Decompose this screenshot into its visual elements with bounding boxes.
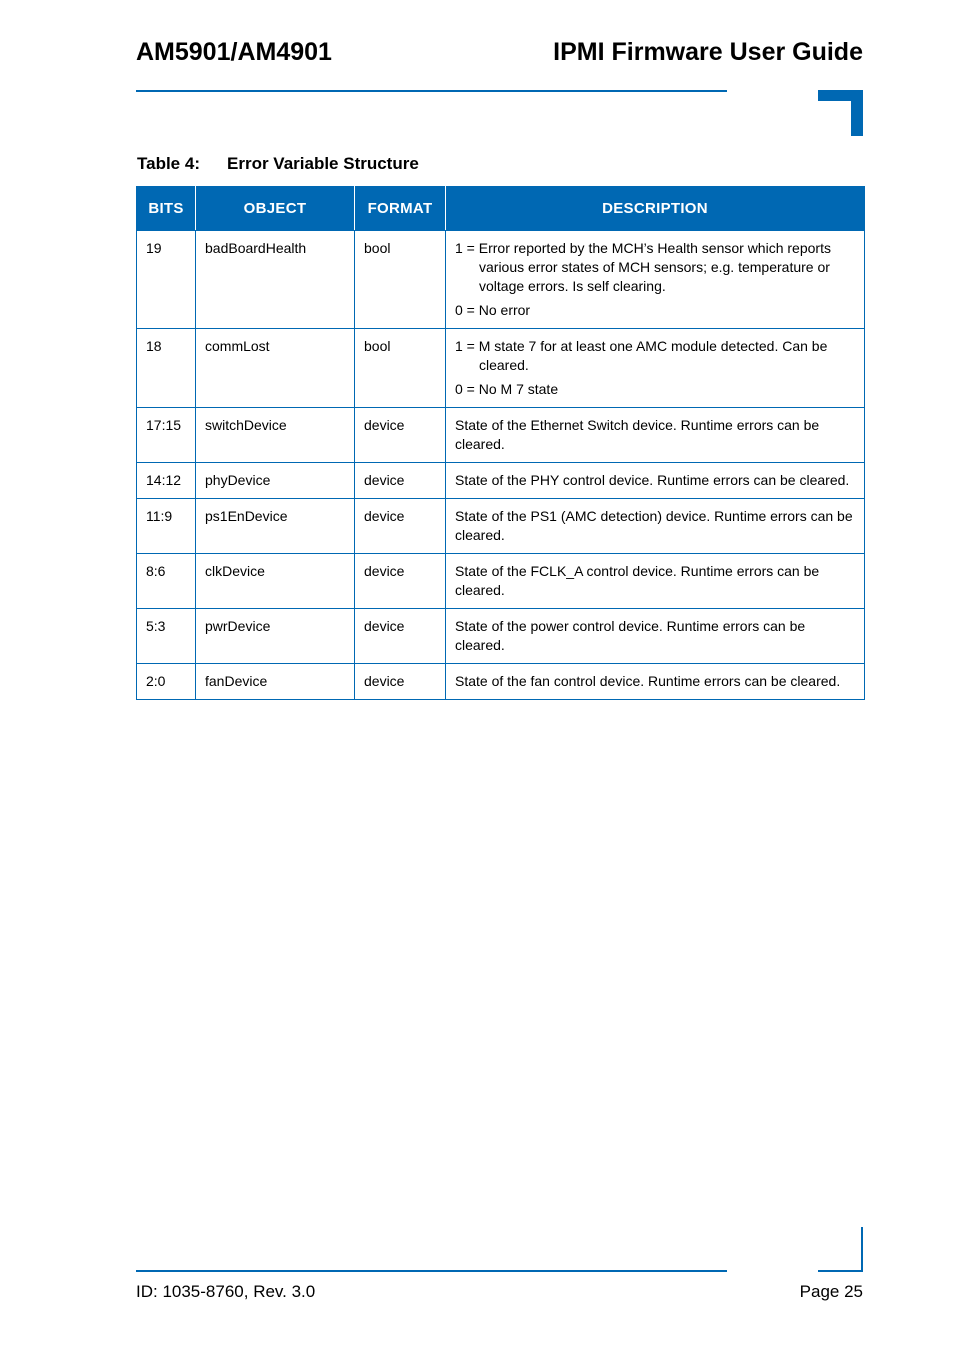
table-row	[137, 329, 865, 408]
description-line: 1 = Error reported by the MCH’s Health sensor which reports various error states of MCH sensors; e.g. temperature or voltage errors. Is self clearing.	[455, 240, 831, 294]
cell-object: clkDevice	[196, 554, 355, 609]
description-line: 0 = No error	[455, 302, 531, 318]
table-caption-title: Error Variable Structure	[227, 154, 419, 173]
cell-object: switchDevice	[196, 408, 355, 463]
cell-format: device	[355, 554, 446, 609]
cell-description	[446, 554, 865, 609]
document-guide-title: IPMI Firmware User Guide	[553, 38, 863, 66]
cell-format: device	[355, 463, 446, 499]
header-rule	[136, 90, 727, 92]
cell-object: badBoardHealth	[196, 231, 355, 329]
document-id: ID: 1035-8760, Rev. 3.0	[136, 1282, 316, 1301]
cell-description	[446, 408, 865, 463]
footer-corner-mark-vertical	[861, 1227, 863, 1272]
column-header-format: FORMAT	[355, 187, 446, 231]
description-line: State of the power control device. Runtime errors can be cleared.	[455, 618, 806, 653]
error-variable-table	[136, 186, 865, 700]
cell-bits: 14:12	[137, 463, 196, 499]
cell-bits: 18	[137, 329, 196, 408]
cell-bits: 11:9	[137, 499, 196, 554]
table-caption-label: Table 4:	[137, 154, 200, 173]
cell-object: ps1EnDevice	[196, 499, 355, 554]
column-header-object: OBJECT	[196, 187, 355, 231]
cell-object: pwrDevice	[196, 609, 355, 664]
cell-format: device	[355, 609, 446, 664]
cell-description	[446, 664, 865, 700]
description-line: State of the fan control device. Runtime errors can be cleared.	[455, 673, 841, 689]
cell-format: device	[355, 499, 446, 554]
page-number: Page 25	[799, 1282, 863, 1301]
description-line: State of the Ethernet Switch device. Runtime errors can be cleared.	[455, 417, 820, 452]
table-row	[137, 499, 865, 554]
cell-bits: 19	[137, 231, 196, 329]
document-product-title: AM5901/AM4901	[136, 38, 332, 66]
description-line: 1 = M state 7 for at least one AMC module detected. Can be cleared.	[455, 338, 828, 373]
table-row	[137, 408, 865, 463]
cell-object: phyDevice	[196, 463, 355, 499]
header-corner-mark-vertical	[851, 90, 863, 136]
description-line: State of the FCLK_A control device. Runtime errors can be cleared.	[455, 563, 820, 598]
cell-object: fanDevice	[196, 664, 355, 700]
cell-description	[446, 231, 865, 329]
description-line: State of the PS1 (AMC detection) device. Runtime errors can be cleared.	[455, 508, 853, 543]
table-row	[137, 231, 865, 329]
footer-rule	[136, 1270, 727, 1272]
description-line: State of the PHY control device. Runtime errors can be cleared.	[455, 472, 850, 488]
cell-format: device	[355, 408, 446, 463]
table-header-row	[137, 187, 865, 231]
cell-description	[446, 329, 865, 408]
table-caption	[137, 154, 419, 174]
column-header-bits: BITS	[137, 187, 196, 231]
table-row	[137, 609, 865, 664]
cell-description	[446, 609, 865, 664]
column-header-description: DESCRIPTION	[446, 187, 865, 231]
cell-object: commLost	[196, 329, 355, 408]
cell-format: bool	[355, 231, 446, 329]
cell-format: device	[355, 664, 446, 700]
table-row	[137, 664, 865, 700]
cell-bits: 17:15	[137, 408, 196, 463]
footer-corner-mark	[818, 1270, 863, 1272]
cell-description	[446, 499, 865, 554]
table-row	[137, 463, 865, 499]
description-line: 0 = No M 7 state	[455, 381, 559, 397]
cell-bits: 2:0	[137, 664, 196, 700]
table-row	[137, 554, 865, 609]
cell-bits: 5:3	[137, 609, 196, 664]
cell-description	[446, 463, 865, 499]
cell-bits: 8:6	[137, 554, 196, 609]
cell-format: bool	[355, 329, 446, 408]
